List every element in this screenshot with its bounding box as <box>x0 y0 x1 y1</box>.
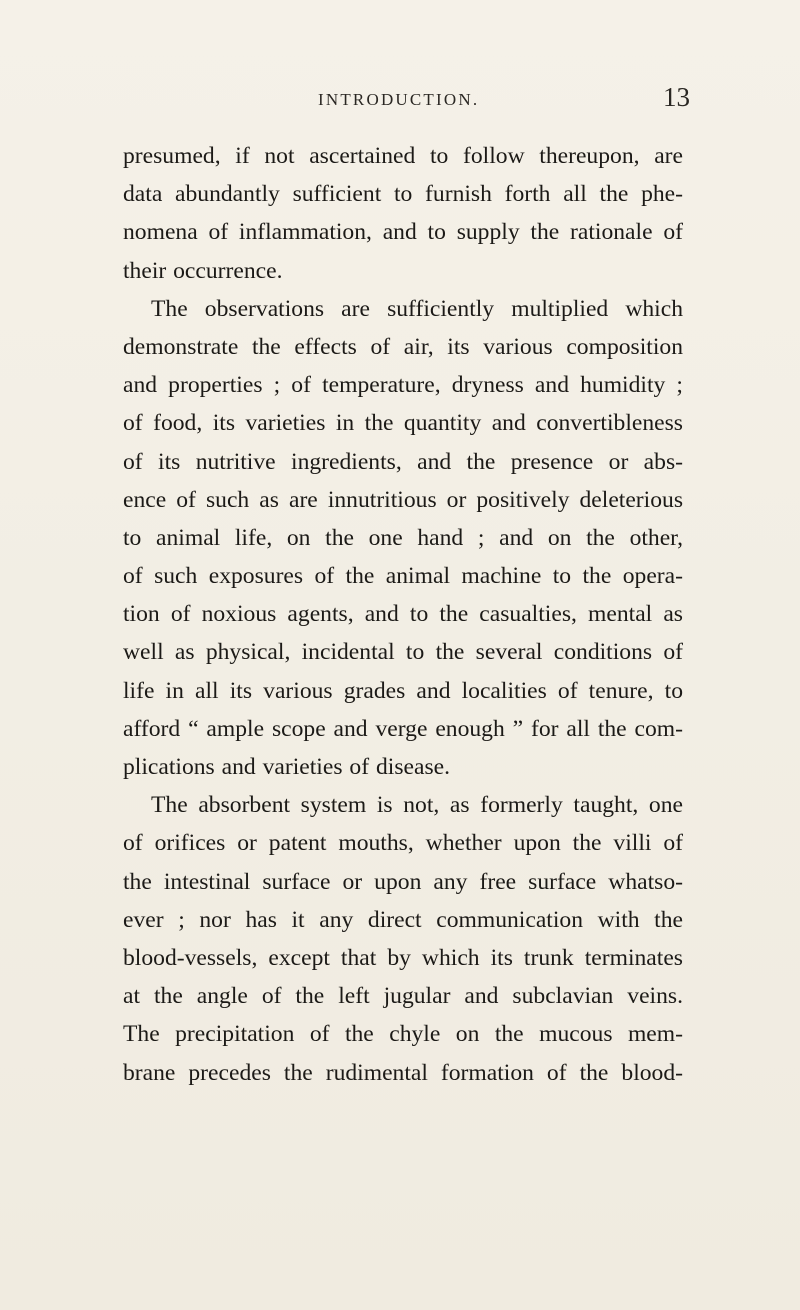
text-line: ence of such as are innutritious or positively deleterious <box>123 486 683 513</box>
text-line: of its nutritive ingredients, and the presence or abs- <box>123 448 683 475</box>
text-line: of such exposures of the animal machine to the opera- <box>123 563 683 590</box>
text-line: to animal life, on the one hand ; and on the other, <box>123 524 683 551</box>
text-line: ever ; nor has it any direct communication with the <box>123 906 683 933</box>
running-header <box>0 82 800 112</box>
text-line: The absorbent system is not, as formerly taught, one <box>151 792 683 819</box>
text-line: their occurrence. <box>123 257 283 284</box>
text-line: plications and varieties of disease. <box>123 754 450 780</box>
text-line: data abundantly sufficient to furnish forth all the phe- <box>123 181 683 208</box>
text-line: at the angle of the left jugular and subclavian veins. <box>123 983 683 1010</box>
running-title: INTRODUCTION. <box>318 90 480 109</box>
text-line: the intestinal surface or upon any free surface whatso- <box>123 868 683 895</box>
text-line: presumed, if not ascertained to follow thereupon, are <box>123 143 683 169</box>
text-line: The observations are sufficiently multiplied which <box>151 295 683 322</box>
text-line: and properties ; of temperature, dryness and humidity ; <box>123 372 683 399</box>
text-line: brane precedes the rudimental formation of the blood- <box>123 1059 683 1086</box>
text-line: well as physical, incidental to the several conditions of <box>123 639 683 666</box>
text-line: of orifices or patent mouths, whether upon the villi of <box>123 830 683 857</box>
text-line: afford “ ample scope and verge enough ” for all the com- <box>123 715 683 742</box>
text-line: tion of noxious agents, and to the casualties, mental as <box>123 601 683 628</box>
text-line: nomena of inflammation, and to supply the rationale of <box>123 219 683 246</box>
page-number: 13 <box>663 82 690 112</box>
text-line: of food, its varieties in the quantity and convertibleness <box>123 410 683 437</box>
text-line: life in all its various grades and localities of tenure, to <box>123 677 683 704</box>
body-text <box>123 137 683 1092</box>
text-line: The precipitation of the chyle on the mucous mem- <box>123 1021 683 1048</box>
text-line: blood-vessels, except that by which its trunk terminates <box>123 944 683 971</box>
text-line: demonstrate the effects of air, its various composition <box>123 333 683 360</box>
